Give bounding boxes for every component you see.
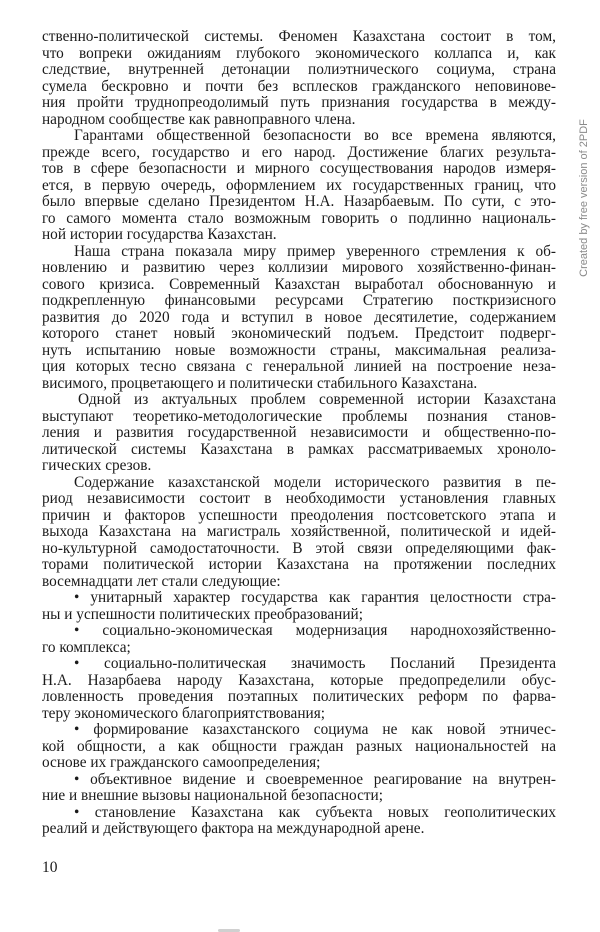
text-line: следствие, внутренней детонации полиэтнического социума, страна (42, 61, 556, 78)
page-number: 10 (42, 859, 58, 876)
text-line: тов в сфере безопасности и мирного сосуществования народов измеря- (42, 160, 556, 177)
text-line: причин и факторов успешности преодоления постсоветского этапа и (42, 506, 556, 524)
text-line: го комплекса; (42, 638, 131, 656)
text-line: ется, в первую очередь, оформлением их государственных границ, что (42, 176, 556, 194)
text-line: гических срезов. (42, 457, 152, 474)
text-line: риод независимости состоит в необходимости установления главных (42, 490, 556, 507)
text-line: сумела бескровно и почти без всплесков гражданского неповинове- (42, 77, 556, 95)
text-line: основе их гражданского самоопределения; (42, 754, 321, 771)
text-line: ной истории государства Казахстан. (42, 226, 277, 243)
document-body (42, 29, 556, 838)
text-line: восемнадцати лет стали следующие: (42, 572, 281, 590)
bullet-line: • становление Казахстана как субъекта новых геополитических (74, 803, 556, 821)
text-line: выступают теоретико-методологические проблемы познания станов- (42, 407, 556, 425)
watermark-text: Created by free version of 2PDF (578, 119, 590, 277)
text-line: ловленность проведения поэтапных политических реформ по фарва- (42, 688, 556, 705)
text-line: реалий и действующего фактора на международной арене. (42, 820, 425, 837)
text-line: развития до 2020 года и вступил в новое десятилетие, содержанием (42, 308, 556, 326)
text-line: ния пройти труднопреодолимый путь признания государства в между- (42, 94, 556, 111)
text-line: Наша страна показала миру пример уверенного стремления к об- (74, 242, 556, 260)
text-line: сового кризиса. Современный Казахстан выработал обоснованную и (42, 275, 556, 293)
text-line: ственно-политической системы. Феномен Казахстана состоит в том, (42, 28, 556, 45)
text-line: го самого момента стало возможным говорить о подлинно националь- (42, 209, 556, 227)
text-line: Одной из актуальных проблем современной истории Казахстана (78, 391, 556, 408)
text-line: Гарантами общественной безопасности во все времена являются, (74, 127, 556, 144)
bullet-line: • объективное видение и своевременное реагирование на внутрен- (74, 770, 556, 788)
text-line: прежде всего, государство и его народ. Достижение благих результа- (42, 143, 556, 161)
bullet-line: • унитарный характер государства как гарантия целостности стра- (74, 589, 556, 606)
text-line: кой общности, а как общности граждан разных национальностей на (42, 737, 556, 755)
text-line: было впервые сделано Президентом Н.А. Назарбаевым. По сути, с это- (42, 193, 556, 210)
text-line: народном сообществе как равноправного члена. (42, 110, 356, 128)
text-line: подкрепленную финансовыми ресурсами Стратегию посткризисного (42, 292, 556, 309)
text-line: выхода Казахстана на магистраль хозяйственной, политической и идей- (42, 523, 556, 540)
text-line: Содержание казахстанской модели исторического развития в пе- (74, 473, 556, 491)
text-line: висимого, процветающего и политически стабильного Казахстана. (42, 374, 478, 392)
text-line: что вопреки ожиданиям глубокого экономического коллапса и, как (42, 44, 556, 62)
text-line: ция которых тесно связана с генеральной линией на построение неза- (42, 358, 556, 375)
text-line: ние и внешние вызовы национальной безопасности; (42, 787, 383, 804)
bullet-line: • социально-экономическая модернизация народнохозяйственно- (74, 622, 556, 639)
text-line: ны и успешности политических преобразований; (42, 605, 363, 623)
bullet-line: • социально-политическая значимость Посланий Президента (74, 655, 556, 672)
text-line: новлению и развитию через коллизии мирового хозяйственно-финан- (42, 259, 556, 276)
text-line: литической системы Казахстана в рамках рассматриваемых хроноло- (42, 440, 556, 458)
text-line: теру экономического благоприятствования; (42, 704, 325, 722)
text-line: ления и развития государственной независимости и общественно-по- (42, 424, 556, 441)
bullet-line: • формирование казахстанского социума не как новой этничес- (74, 721, 556, 738)
text-line: торами политической истории Казахстана на протяжении последних (42, 556, 556, 573)
text-line: которого станет новый экономический подъем. Предстоит подверг- (42, 325, 556, 342)
text-line: нуть испытанию новые возможности страны, максимальная реализа- (42, 341, 556, 359)
text-line: Н.А. Назарбаева народу Казахстана, которые предопределили обус- (42, 671, 556, 689)
text-line: но-культурной самодостаточности. В этой связи определяющими фак- (42, 539, 556, 557)
